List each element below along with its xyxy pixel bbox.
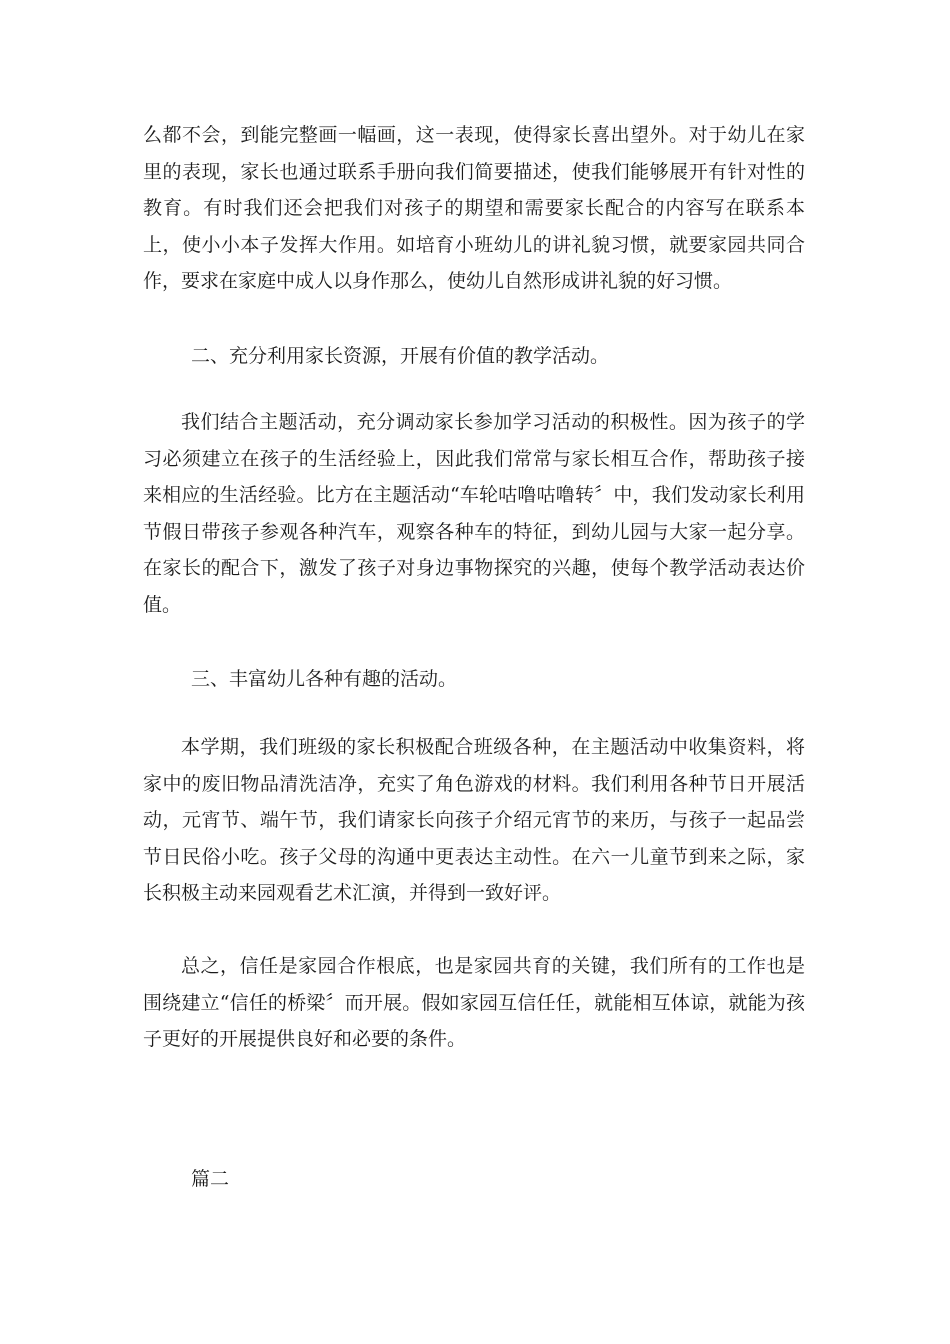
paragraph-parent-resources: 我们结合主题活动，充分调动家长参加学习活动的积极性。因为孩子的学习必须建立在孩子的生活经验上，因此我们常常与家长相互合作，帮助孩子接来相应的生活经验。比方在主题活动“车轮咕噜咕噜转〞中，我们发动家长利用节假日带孩子参观各种汽车，观察各种车的特征，到幼儿园与大家一起分享。在家长的配合下，激发了孩子对身边事物探究的兴趣，使每个教学活动表达价值。	[143, 411, 805, 616]
paragraph-conclusion: 总之，信任是家园合作根底，也是家园共育的关键，我们所有的工作也是围绕建立“信任的桥梁〞而开展。假如家园互信任任，就能相互体谅，就能为孩子更好的开展提供良好和必要的条件。	[143, 955, 805, 1051]
paragraph-continuation: 么都不会，到能完整画一幅画，这一表现，使得家长喜出望外。对于幼儿在家里的表现，家长也通过联系手册向我们简要描述，使我们能够展开有针对性的教育。有时我们还会把我们对孩子的期望和需要家长配合的内容写在联系本上，使小小本子发挥大作用。如培育小班幼儿的讲礼貌习惯，就要家园共同合作，要求在家庭中成人以身作那么，使幼儿自然形成讲礼貌的好习惯。	[143, 124, 805, 293]
section-heading-2: 二、充分利用家长资源，开展有价值的教学活动。	[191, 345, 610, 367]
paragraph-activities: 本学期，我们班级的家长积极配合班级各种，在主题活动中收集资料，将家中的废旧物品清洗洁净，充实了角色游戏的材料。我们利用各种节日开展活动，元宵节、端午节，我们请家长向孩子介绍元宵节的来历，与孩子一起品尝节日民俗小吃。孩子父母的沟通中更表达主动性。在六一儿童节到来之际，家长积极主动来园观看艺术汇演，并得到一致好评。	[143, 736, 805, 905]
section-heading-3: 三、丰富幼儿各种有趣的活动。	[191, 668, 458, 690]
part-two-heading: 篇二	[191, 1168, 230, 1190]
